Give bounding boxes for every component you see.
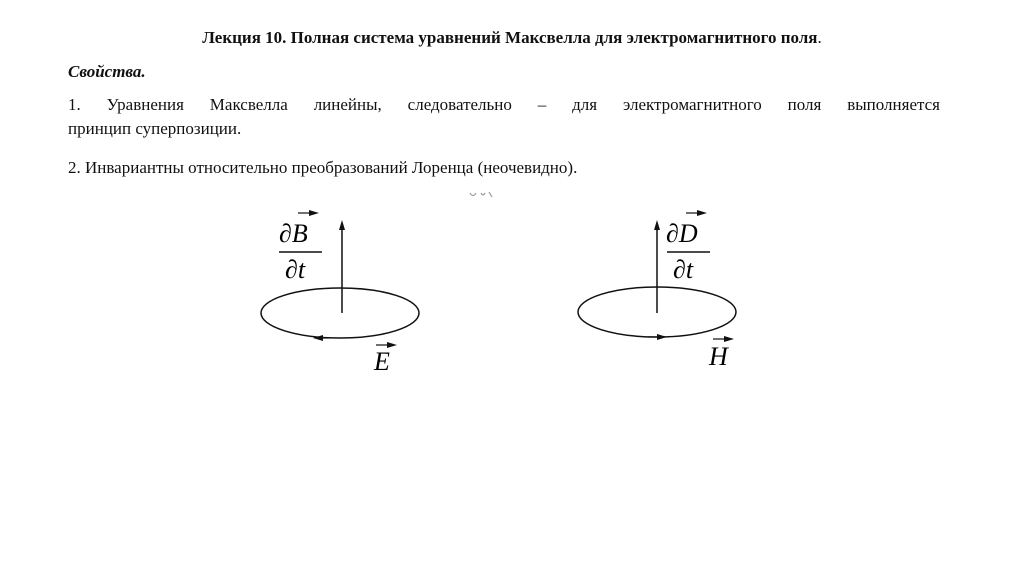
- figure-ampere: [578, 213, 736, 371]
- slide-title-dot: .: [817, 28, 822, 47]
- section-heading: Свойства.: [68, 62, 146, 81]
- right-loop-label: H: [709, 342, 728, 371]
- property-1-line-1: 1. Уравнения Максвелла линейны, следовательно – для электромагнитного поля выполняется: [68, 95, 940, 114]
- property-2: 2. Инвариантны относительно преобразований Лоренца (неочевидно).: [68, 158, 578, 177]
- left-denominator: ∂t: [285, 255, 306, 284]
- right-numerator: ∂D: [666, 219, 698, 248]
- property-1-line-2: принцип суперпозиции.: [68, 119, 242, 138]
- stray-mark: [470, 192, 492, 197]
- figure-faraday: [261, 213, 419, 376]
- left-loop: [261, 288, 419, 338]
- left-loop-label: E: [374, 347, 390, 376]
- right-denominator: ∂t: [673, 255, 694, 284]
- slide-title-text: Лекция 10. Полная система уравнений Максвелла для электромагнитного поля: [202, 28, 818, 47]
- left-numerator: ∂B: [279, 219, 308, 248]
